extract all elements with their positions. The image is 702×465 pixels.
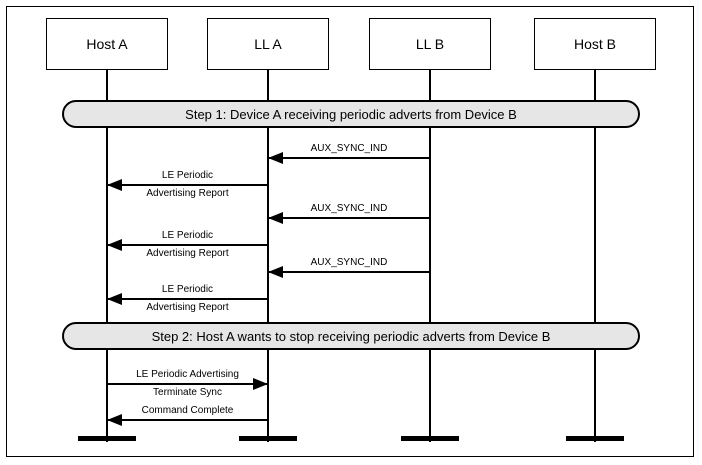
message [107, 405, 268, 435]
arrowhead-icon [253, 378, 268, 390]
message [268, 143, 430, 173]
message [268, 203, 430, 233]
message-label [268, 161, 430, 173]
lifeline-box-ll-b [369, 18, 491, 70]
message-label: Advertising Report [146, 188, 229, 199]
message-label: LE Periodic [161, 230, 214, 241]
message-label: LE Periodic Advertising [136, 369, 239, 380]
message-line [268, 157, 430, 159]
message-label [107, 423, 268, 435]
message-label: Advertising Report [146, 248, 229, 259]
arrowhead-icon [268, 152, 283, 164]
message-label [268, 275, 430, 287]
lifeline-label: LL A [254, 36, 282, 52]
message-label: AUX_SYNC_IND [310, 143, 388, 154]
message-line [107, 244, 268, 246]
message-label [268, 221, 430, 233]
message [107, 369, 268, 399]
message-label: AUX_SYNC_IND [310, 257, 388, 268]
message [107, 284, 268, 314]
message-line [107, 184, 268, 186]
message-line [107, 419, 268, 421]
lifeline-label: Host A [86, 36, 128, 52]
lifeline-label: LL B [415, 36, 445, 52]
message-label: LE Periodic [161, 170, 214, 181]
message-line [107, 298, 268, 300]
lifeline-label: Host B [573, 36, 616, 52]
lifeline-box-host-b [534, 18, 656, 70]
step-banner-2 [62, 322, 640, 350]
message-line [107, 383, 268, 385]
lifeline-box-host-a [46, 18, 168, 70]
lifeline-terminator-host-a [78, 436, 136, 441]
message [107, 230, 268, 260]
message-label: Advertising Report [146, 302, 229, 313]
message-label: AUX_SYNC_IND [310, 203, 388, 214]
message-line [268, 271, 430, 273]
arrowhead-icon [268, 212, 283, 224]
message-label: Command Complete [141, 405, 234, 416]
lifeline-terminator-ll-b [401, 436, 459, 441]
step-banner-label: Step 2: Host A wants to stop receiving periodic adverts from Device B [151, 328, 551, 344]
lifeline-terminator-host-b [566, 436, 624, 441]
arrowhead-icon [107, 239, 122, 251]
message-line [268, 217, 430, 219]
arrowhead-icon [268, 266, 283, 278]
message-label: LE Periodic [161, 284, 214, 295]
message [107, 170, 268, 200]
arrowhead-icon [107, 179, 122, 191]
message [268, 257, 430, 287]
message-label: Terminate Sync [153, 387, 222, 398]
lifeline-terminator-ll-a [239, 436, 297, 441]
arrowhead-icon [107, 293, 122, 305]
step-banner-label: Step 1: Device A receiving periodic adverts from Device B [185, 106, 517, 122]
lifeline-box-ll-a [207, 18, 329, 70]
step-banner-1 [62, 100, 640, 128]
arrowhead-icon [107, 414, 122, 426]
